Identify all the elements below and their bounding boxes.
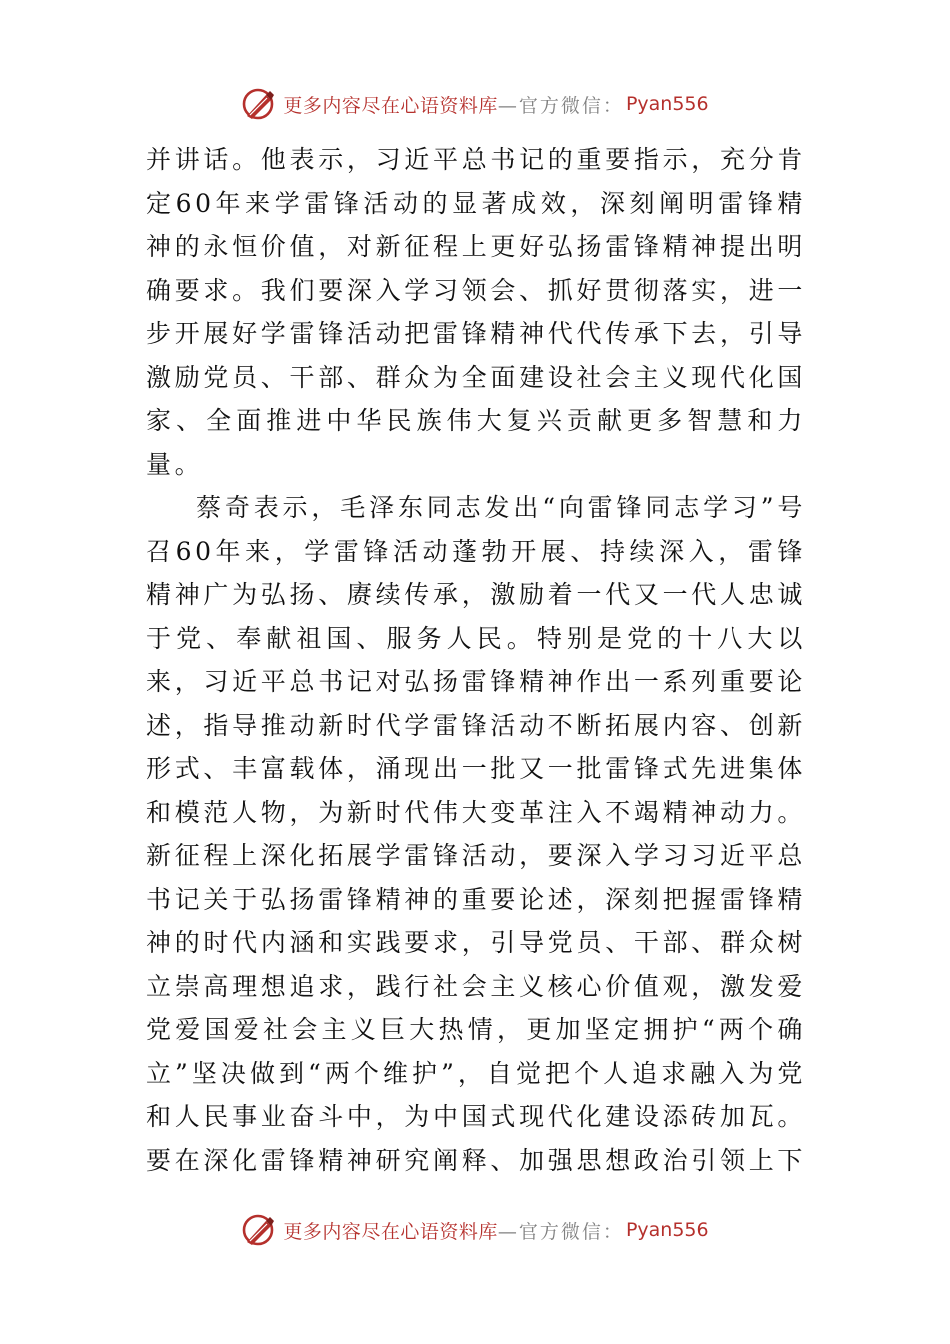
page-header-watermark — [0, 84, 950, 124]
pen-nib-logo-icon — [241, 1212, 277, 1248]
header-separator-text: —官方微信： — [497, 94, 624, 117]
header-brand-text: Pyan556 — [625, 93, 709, 115]
document-body — [146, 138, 806, 1188]
pen-nib-logo-icon — [241, 86, 277, 122]
header-prefix-text: 更多内容尽在心语资料库 — [283, 94, 498, 117]
page-footer-watermark — [0, 1210, 950, 1250]
footer-separator-text: —官方微信： — [497, 1220, 624, 1243]
footer-brand-text: Pyan556 — [625, 1219, 709, 1241]
footer-prefix-text: 更多内容尽在心语资料库 — [283, 1220, 498, 1243]
body-paragraph-1: 并讲话。他表示，习近平总书记的重要指示，充分肯定60年来学雷锋活动的显著成效，深刻阐明雷锋精神的永恒价值，对新征程上更好弘扬雷锋精神提出明确要求。我们要深入学习领会、抓好贯彻落实，进一步开展好学雷锋活动把雷锋精神代代传承下去，引导激励党员、干部、群众为全面建设社会主义现代化国家、全面推进中华民族伟大复兴贡献更多智慧和力量。 — [146, 145, 806, 479]
body-paragraph-2: 蔡奇表示，毛泽东同志发出“向雷锋同志学习”号召60年来，学雷锋活动蓬勃开展、持续深入，雷锋精神广为弘扬、赓续传承，激励着一代又一代人忠诚于党、奉献祖国、服务人民。特别是党的十八大以来，习近平总书记对弘扬雷锋精神作出一系列重要论述，指导推动新时代学雷锋活动不断拓展内容、创新形式、丰富载体，涌现出一批又一批雷锋式先进集体和模范人物，为新时代伟大变革注入不竭精神动力。新征程上深化拓展学雷锋活动，要深入学习习近平总书记关于弘扬雷锋精神的重要论述，深刻把握雷锋精神的时代内涵和实践要求，引导党员、干部、群众树立崇高理想追求，践行社会主义核心价值观，激发爱党爱国爱社会主义巨大热情，更加坚定拥护“两个确立”坚决做到“两个维护”，自觉把个人追求融入为党和人民事业奋斗中，为中国式现代化建设添砖加瓦。要在深化雷锋精神研究阐释、加强思想政治引领上下 — [146, 493, 806, 1175]
